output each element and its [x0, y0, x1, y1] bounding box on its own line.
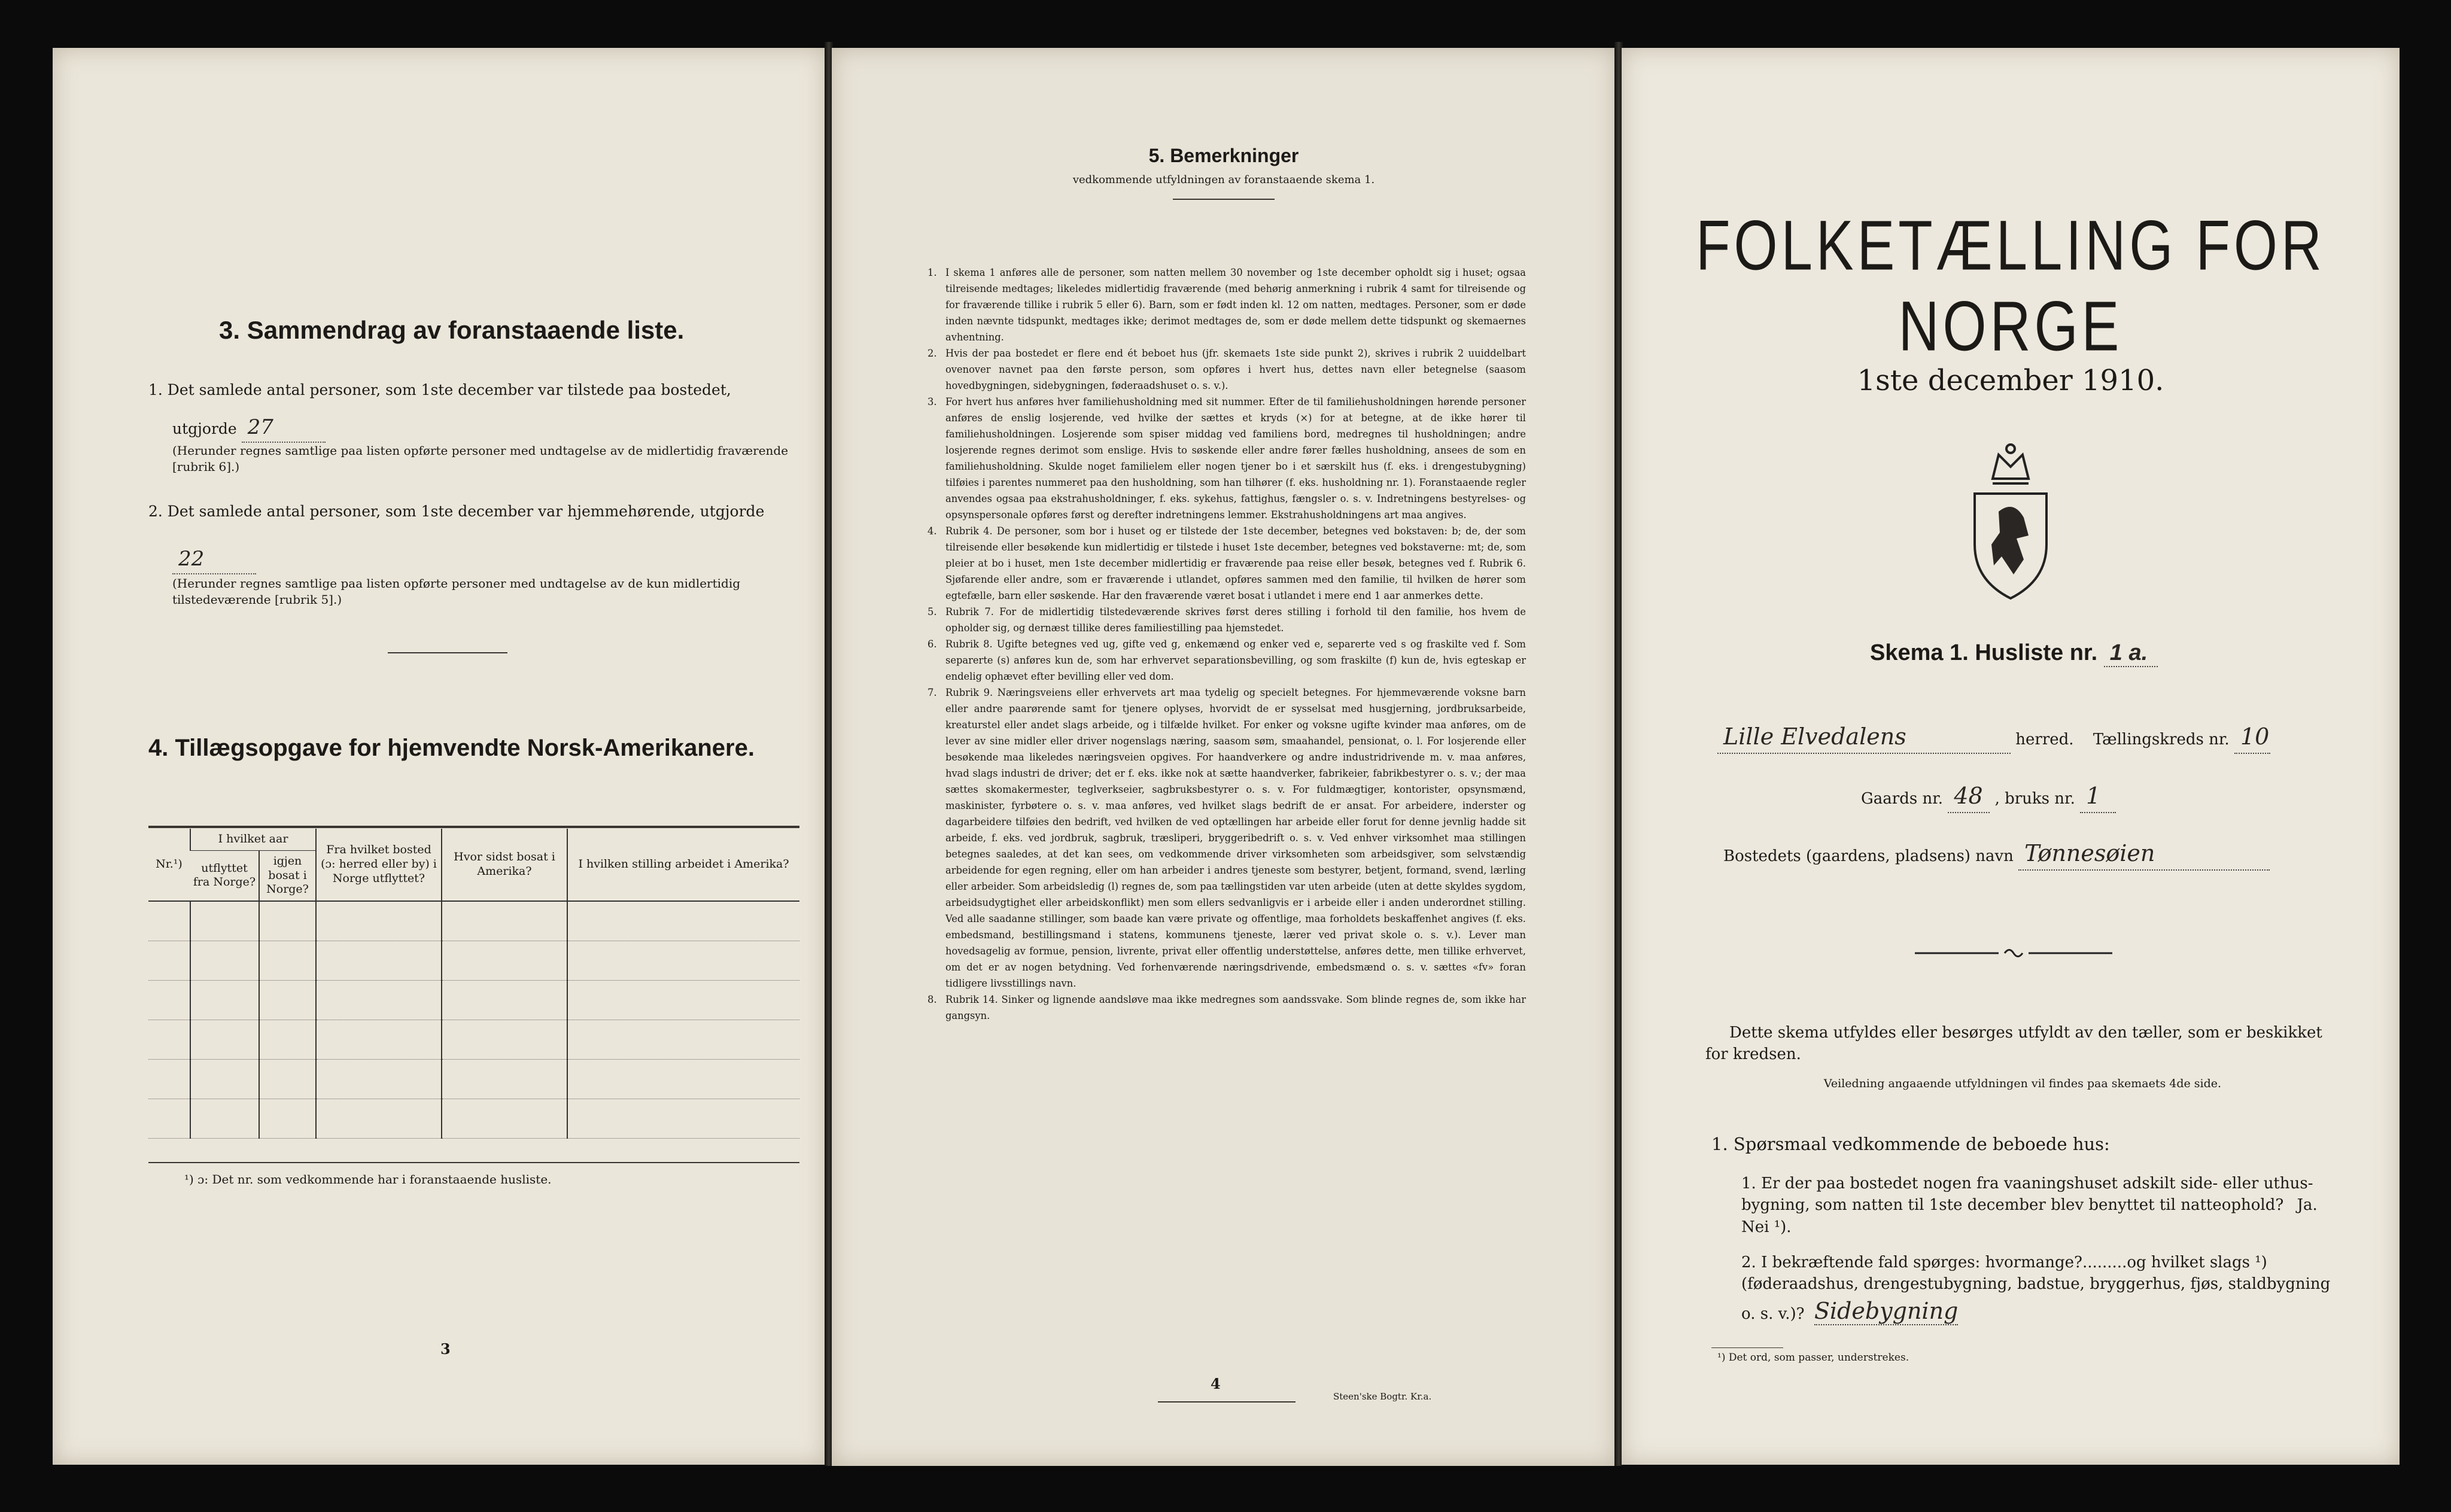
- col-igjen: igjen bosat i Norge?: [259, 850, 316, 901]
- norsk-amerikanere-table: [148, 829, 799, 1139]
- item2-text: 2. Det samlede antal personer, som 1ste december var hjemmehørende, utgjorde: [148, 503, 765, 520]
- table-row: [148, 901, 799, 941]
- table-row: [148, 1020, 799, 1059]
- printer-mark: Steen'ske Bogtr. Kr.a.: [1333, 1391, 1432, 1402]
- footnote: ¹) Det ord, som passer, understrekes.: [1717, 1352, 1909, 1364]
- col-utflyttet: utflyttet fra Norge?: [190, 850, 259, 901]
- table-row: [148, 1059, 799, 1099]
- intro-subtext: Veiledning angaaende utfyldningen vil findes paa skemaets 4de side.: [1823, 1077, 2222, 1090]
- item1-value: 27: [242, 414, 326, 443]
- gaards-line: [1861, 780, 2116, 813]
- question-1: 1. Er der paa bostedet nogen fra vaaningshuset adskilt side- eller uthus-bygning, som natten til 1ste december blev benyttet til natteophold? Ja. Nei ¹).: [1741, 1175, 2318, 1236]
- item1-label: utgjorde: [172, 420, 237, 437]
- table-bottom-rule: [148, 1162, 799, 1163]
- section-5-heading: 5. Bemerkninger: [1148, 145, 1299, 166]
- table-row: [148, 941, 799, 980]
- notes-list: [928, 264, 1526, 1024]
- census-date: 1ste december 1910.: [1857, 364, 2164, 397]
- page-right: [1622, 48, 2400, 1465]
- question-2: 2. I bekræftende fald spørges: hvormange?.........og hvilket slags ¹) (føderaadshus, drengestubygning, badstue, bryggerhus, fjøs, staldbygning o. s. v.)? Sidebygning: [1741, 1254, 2331, 1324]
- note-item: 8. Rubrik 14. Sinker og lignende aandsløve maa ikke medregnes som aandssvake. Som blinde regnes de, som ikke har gangsyn.: [928, 994, 1526, 1021]
- questions-heading: 1. Spørsmaal vedkommende de beboede hus:: [1711, 1134, 2110, 1154]
- divider: [388, 652, 507, 653]
- col-hvor: Hvor sidst bosat i Amerika?: [442, 829, 567, 901]
- page-left: [53, 48, 826, 1465]
- bosted-label: Bostedets (gaardens, pladsens) navn: [1723, 847, 2014, 865]
- item2-value: 22: [172, 546, 256, 574]
- skema-label: Skema 1. Husliste nr. 1 a.: [1870, 640, 2158, 667]
- item1-utgjorde: [172, 414, 326, 443]
- intro-text: Dette skema utfyldes eller besørges utfyldt av den tæller, som er beskikket for kredsen.: [1705, 1024, 2322, 1064]
- col-fra: Fra hvilket bosted (ɔ: herred eller by) i Norge utflyttet?: [316, 829, 442, 901]
- gaards-label: Gaards nr.: [1861, 790, 1944, 808]
- bosted-line: [1723, 838, 2270, 871]
- note-item: 6. Rubrik 8. Ugifte betegnes ved ug, gifte ved g, enkemænd og enker ved e, separerte ved s og fraskilte ved f. Som separerte (s) anføres kun de, som har erhvervet separationsbevilling, og som fraskilte (f) kun de, hvis egteskap er endelig ophævet efter bevilling eller ved dom.: [928, 638, 1526, 682]
- col-stilling: I hvilken stilling arbeidet i Amerika?: [567, 829, 799, 901]
- herred-value: Lille Elvedalens: [1717, 721, 2011, 754]
- item1-text: 1. Det samlede antal personer, som 1ste december var tilstede paa bostedet,: [148, 381, 731, 398]
- item2-note: (Herunder regnes samtlige paa listen opførte personer med undtagelse av de kun midlertidig tilstedeværende [rubrik 5].): [172, 576, 741, 607]
- bosted-value: Tønnesøien: [2018, 838, 2270, 871]
- note-item: 3. For hvert hus anføres hver familiehusholdning med sit nummer. Efter de til familiehusholdningen hørende personer anføres de enslig losjerende, ved hvilke der sættes et kryds (×) for at betegne, at de ikke hører til familiehusholdningen. Losjerende som spiser middag ved familiens bord, medregnes til husholdningen; andre losjerende regnes derimot som enslige. Hvis to søskende eller andre fører fælles husholdning, ansees de som en familiehusholdning. Skulde noget familielem eller nogen tjener bo i et særskilt hus (f. eks. i drengestubygning) tilføies i parentes nummeret paa den husholdning, som han tilhører (f. eks. husholdning nr. 1). Foranstaaende regler anvendes ogsaa paa ekstrahusholdninger, f. eks. sykehus, fattighus, fængsler o. s. v. Indretningens bestyrelses- og opsynspersonale opføres først og derefter indretningens lemmer. Ekstrahusholdningens art maa angives.: [928, 396, 1526, 521]
- herred-line: [1717, 721, 2270, 754]
- husliste-number: 1 a.: [2104, 640, 2158, 667]
- footnote-rule: [1711, 1347, 1783, 1348]
- note-item: 1. I skema 1 anføres alle de personer, som natten mellem 30 november og 1ste december opholdt sig i huset; ogsaa tilreisende medtages; likeledes midlertidig fraværende (med behørig anmerkning i rubrik 4 samt for tilreisende og for fraværende tillike i rubrik 5 eller 6). Barn, som er født inden kl. 12 om natten, medtages. Personer, som er døde inden nævnte tidspunkt, medtages ikke; derimot medtages de, som er døde mellem dette tidspunkt og skemaernes avhentning.: [928, 267, 1526, 343]
- bruks-label: , bruks nr.: [1994, 790, 2075, 808]
- col-group-year: I hvilket aar: [190, 829, 316, 850]
- question-1-answer: Ja. Nei ¹).: [1741, 1196, 2318, 1236]
- note-item: 2. Hvis der paa bostedet er flere end ét beboet hus (jfr. skemaets 1ste side punkt 2), skrives i rubrik 2 uuiddelbart ovenover navnet paa den første person, som opføres i hvert hus, dettes navn eller betegnelse (saasom hovedbygningen, sidebygningen, føderaadshuset o. s. v.).: [928, 348, 1526, 391]
- item2-utgjorde: [172, 546, 256, 574]
- question-2-answer: Sidebygning: [1814, 1297, 1959, 1324]
- section-5-subheading: vedkommende utfyldningen av foranstaaende skema 1.: [1072, 174, 1375, 186]
- kreds-label: Tællingskreds nr.: [2093, 731, 2230, 749]
- table-row: [148, 980, 799, 1020]
- page-middle: [832, 48, 1616, 1466]
- note-item: 4. Rubrik 4. De personer, som bor i huset og er tilstede der 1ste december, betegnes ved bokstaven: b; de, der som tilreisende eller besøkende kun midlertidig er tilstede i huset 1ste december, betegnes ved bokstaverne: mt; de, som pleier at bo i huset, men 1ste december midlertidig er fraværende paa reise eller besøk, betegnes ved f. Rubrik 6. Sjøfarende eller andre, som er fraværende i utlandet, opføres sammen med den familie, til hvilken de hører som egtefælle, barn eller søskende. Har den fraværende været bosat i utlandet i mere end 1 aar anmerkes dette.: [928, 525, 1526, 601]
- item1-note: (Herunder regnes samtlige paa listen opførte personer med undtagelse av de midlertidig fraværende [rubrik 6].): [172, 443, 789, 474]
- ornament-divider-icon: [1915, 947, 2112, 960]
- page-number: 3: [440, 1340, 451, 1358]
- section-4-heading: 4. Tillægsopgave for hjemvendte Norsk-Amerikanere.: [148, 735, 755, 761]
- divider: [1158, 1401, 1296, 1403]
- section-3-heading: 3. Sammendrag av foranstaaende liste.: [219, 316, 685, 344]
- form-title: FOLKETÆLLING FOR NORGE: [1696, 206, 2325, 366]
- table-row: [148, 1099, 799, 1138]
- herred-label: herred.: [2015, 731, 2074, 749]
- table-footnote: ¹) ɔ: Det nr. som vedkommende har i foranstaaende husliste.: [184, 1172, 552, 1187]
- col-nr: Nr.¹): [148, 829, 190, 901]
- divider: [1173, 199, 1275, 200]
- kreds-value: 10: [2234, 721, 2270, 754]
- page-number: 4: [1211, 1375, 1221, 1392]
- note-item: 7. Rubrik 9. Næringsveiens eller erhvervets art maa tydelig og specielt betegnes. For hjemmeværende voksne barn eller andre paarørende samt for tjenere oplyses, hvorvidt de er sysselsat med husgjerning, jordbruksarbeide, kreaturstel eller andet slags arbeide, og i tilfælde hvilket. For enker og voksne ugifte kvinder maa anføres, om de lever av sine midler eller driver nogenslags næring, saasom søm, smaahandel, pensionat, o. l. For losjerende eller besøkende maa likeledes næringsveien opgives. For haandverkere og andre industridrivende m. v. maa anføres, hvad slags industri de driver; det er f. eks. ikke nok at sætte haandverker, fabrikeier, fabrikbestyrer o. s. v.; der maa sættes skomakermester, teglverkseier, sagbruksbestyrer o. s. v. For fuldmægtiger, kontorister, opsynsmænd, maskinister, fyrbøtere o. s. v. maa anføres, ved hvilket slags bedrift de er ansat. For arbeidere, inderster og dagarbeidere tilføies den bedrift, ved hvilken de ved optællingen har arbeide eller forut for denne jevnlig hadde sit arbeide, f. eks. ved jordbruk, sagbruk, træsliperi, bryggeribedrift o. s. v. Ved enhver virksomhet maa stillingen betegnes saaledes, at det kan sees, om vedkommende driver virksomheten som arbeidsgiver, som selvstændig arbeidende for egen regning, eller om han arbeider i andres tjeneste som bestyrer, betjent, formand, svend, lærling eller arbeider. Som arbeidsledig (l) regnes de, som paa tællingstiden var uten arbeide (uten at dette skyldes sygdom, arbeidsudygtighet eller arbeidskonflikt) men som ellers sedvanligvis er i arbeide eller i anden underordnet stilling. Ved alle saadanne stillinger, som baade kan være private og offentlige, maa forholdets beskaffenhet angives (f. eks. embedsmand, bestillingsmand i statens, kommunens tjeneste, lærer ved privat skole o. s. v.). Lever man hovedsagelig av formue, pension, livrente, privat eller offentlig understøttelse, anføres dette, men tillike erhvervet, om det er av nogen betydning. Ved forhenværende næringsdrivende, embedsmænd o. s. v. sættes «fv» foran tidligere livsstillings navn.: [928, 687, 1526, 989]
- gaards-value: 48: [1948, 780, 1990, 813]
- bruks-value: 1: [2080, 780, 2116, 813]
- table-top-rule: [148, 826, 799, 828]
- note-item: 5. Rubrik 7. For de midlertidig tilstedeværende skrives først deres stilling i forhold til den familie, hos hvem de opholder sig, og dernæst tillike deres familiestilling paa hjemstedet.: [928, 606, 1526, 634]
- coat-of-arms-icon: [1957, 437, 2064, 604]
